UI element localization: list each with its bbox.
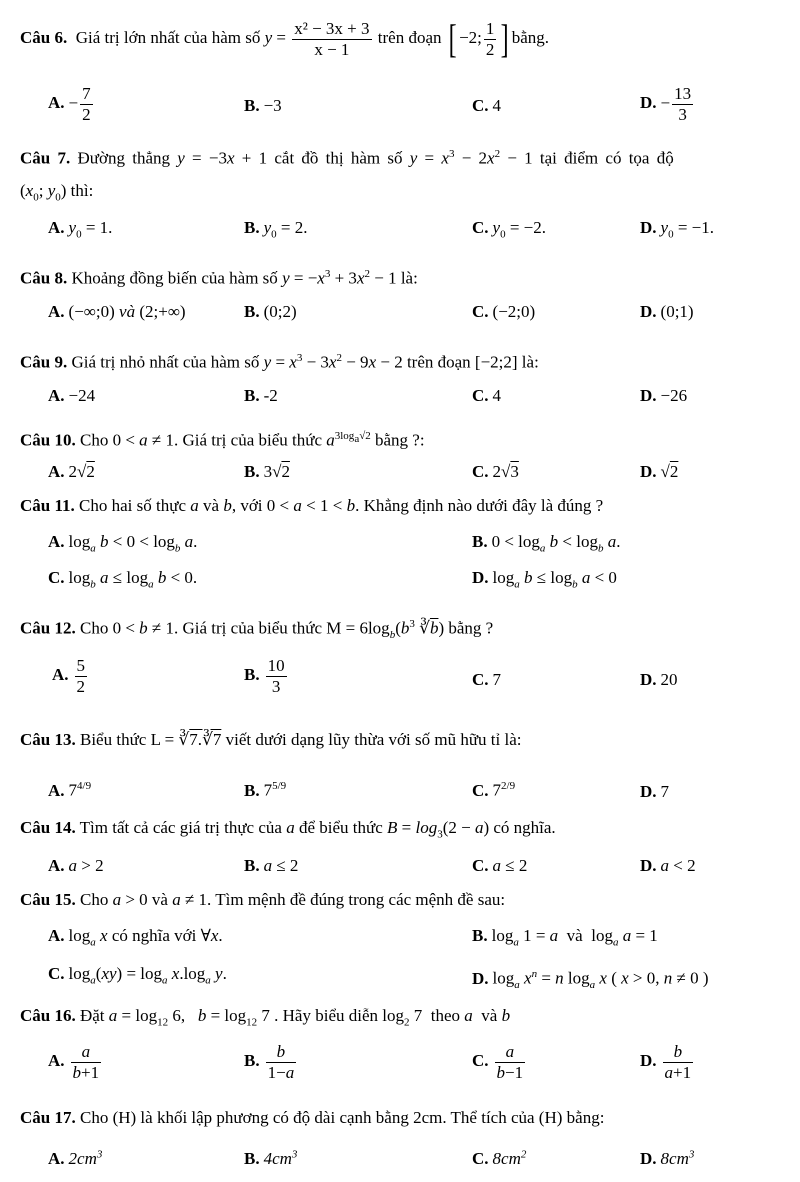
question-14 bbox=[20, 816, 792, 875]
option-a: A. 2√2 bbox=[48, 462, 95, 481]
option-a: A. (−∞;0) và (2;+∞) bbox=[48, 302, 186, 321]
option-d: D. − $\frac{13}{3}$ bbox=[640, 84, 692, 124]
option-b: B. −3 bbox=[244, 96, 282, 115]
option-c: C. a ≤ 2 bbox=[472, 856, 528, 875]
option-d: D. a < 2 bbox=[640, 856, 696, 875]
question-stem: Câu 13. Biểu thức L = ∛7.∛7 viết dưới dạng lũy thừa với số mũ hữu tỉ là: bbox=[20, 730, 522, 749]
question-9 bbox=[20, 346, 792, 405]
question-stem: Câu 6. Giá trị lớn nhất của hàm số y = $\frac{\text{x² − 3x + 3}}{x - 1}$ trên đoạn [ −2; $\frac{1}{2}$ ] bằng. bbox=[20, 16, 550, 62]
question-13 bbox=[20, 728, 792, 801]
option-a: A. $\log_a x$ có nghĩa với ∀x. bbox=[48, 926, 223, 949]
option-a: A. $y_0 = 1$. bbox=[48, 218, 113, 241]
option-b: B. (0;2) bbox=[244, 302, 297, 321]
question-stem: Câu 12. Cho 0 < b ≠ 1. Giá trị của biểu thức $M = 6\log_b(b^3$ $∛\overline{b}$) bằng ? bbox=[20, 618, 494, 642]
option-d: D. $\frac{b}{a+1}$ bbox=[640, 1042, 692, 1082]
option-c: C. (−2;0) bbox=[472, 302, 536, 321]
question-stem: Câu 10. Cho 0 < a ≠ 1. Giá trị của biểu thức $a^{3log_a√2}$ bằng ?: bbox=[20, 430, 425, 450]
option-d: D. 7 bbox=[640, 782, 670, 801]
option-a: A. −24 bbox=[48, 386, 96, 405]
option-a: A. a > 2 bbox=[48, 856, 104, 875]
option-b: B. 3√2 bbox=[244, 462, 290, 481]
stem-text-after: bằng. bbox=[511, 28, 550, 47]
question-stem: Câu 15. Cho a > 0 và a ≠ 1. Tìm mệnh đề đúng trong các mệnh đề sau: bbox=[20, 890, 506, 909]
option-c: C. $y_0 = -2$. bbox=[472, 218, 547, 241]
option-b: B. $4cm^3$ bbox=[244, 1148, 298, 1168]
option-b: B. $0 < \log_a b < \log_b a$. bbox=[472, 532, 621, 555]
option-c: C. 2√3 bbox=[472, 462, 519, 481]
option-a: A. − $\frac{7}{2}$ bbox=[48, 84, 91, 124]
option-a: A. $7^{4/9}$ bbox=[48, 780, 92, 800]
option-d: D. √2 bbox=[640, 462, 679, 481]
question-stem: Câu 16. Đặt $a = \log_{12} 6$, $b = \log_{12} 7$ . Hãy biểu diễn $\log_2 7$ theo a và b bbox=[20, 1006, 511, 1029]
option-c: C. $\log_b a \le \log_a b < 0$. bbox=[48, 568, 198, 591]
question-17 bbox=[20, 1106, 792, 1168]
option-d: D. $\log_a b \le \log_b a < 0$ bbox=[472, 568, 617, 591]
question-label: Câu 6. bbox=[20, 28, 68, 47]
function-fraction bbox=[292, 19, 371, 60]
option-c: C. $\frac{a}{b-1}$ bbox=[472, 1042, 524, 1082]
option-a: A. $2cm^3$ bbox=[48, 1148, 103, 1168]
question-stem: Câu 9. Giá trị nhỏ nhất của hàm số $y = x^3 - 3x^2 - 9x - 2$ trên đoạn [−2;2] là: bbox=[20, 352, 539, 372]
option-c: C. 4 bbox=[472, 386, 502, 405]
option-d: D. (0;1) bbox=[640, 302, 694, 321]
question-stem: Câu 14. Tìm tất cả các giá trị thực của a để biểu thức $B = \log_3(2 - a)$ có nghĩa. bbox=[20, 818, 556, 841]
option-a: A. $\frac{5}{2}$ bbox=[52, 656, 86, 696]
question-stem: Câu 7. Đường thẳng y = −3x + 1 cắt đồ thị hàm số $y = x^3 - 2x^2 - 1$ tại điểm có tọa độ bbox=[20, 148, 674, 168]
question-6 bbox=[20, 16, 792, 124]
question-stem: Câu 11. Cho hai số thực a và b, với 0 < a < 1 < b. Khẳng định nào dưới đây là đúng ? bbox=[20, 496, 604, 515]
stem-text-mid: trên đoạn bbox=[377, 28, 442, 47]
option-b: B. $y_0 = 2$. bbox=[244, 218, 308, 241]
option-d: D. $8cm^3$ bbox=[640, 1148, 695, 1168]
option-b: B. $7^{5/9}$ bbox=[244, 780, 287, 800]
option-b: B. $\frac{10}{3}$ bbox=[244, 656, 285, 696]
option-c: C. $8cm^2$ bbox=[472, 1148, 527, 1168]
fraction-numerator: x² − 3x + 3 bbox=[294, 18, 370, 38]
option-c: C. 7 bbox=[472, 670, 502, 689]
option-b: B. $\log_a 1 = a$ và $\log_a a = 1$ bbox=[472, 926, 658, 949]
option-b: B. $\frac{b}{1-a}$ bbox=[244, 1042, 295, 1082]
option-d: D. 20 bbox=[640, 670, 678, 689]
question-8 bbox=[20, 262, 792, 321]
question-10 bbox=[20, 424, 792, 481]
question-7: Câu 7. Đường thẳng y = −3x + 1 cắt đồ thị hàm số $y = x^3 - 2x^2 - 1$ tại điểm có tọa độ ($x_0$; $y_0$) thì: A. $y_0 = 1$. B. $y_0 = 2$. C. $y_0 = -2$. D. $y_0 = -1$. bbox=[20, 142, 792, 209]
option-d: D. $y_0 = -1$. bbox=[640, 218, 715, 241]
question-12 bbox=[20, 612, 792, 696]
stem-text: Giá trị lớn nhất của hàm số bbox=[75, 28, 261, 47]
question-stem: Câu 8. Khoảng đồng biến của hàm số $y = -x^3 + 3x^2 - 1$ là: bbox=[20, 268, 418, 288]
option-c: C. 4 bbox=[472, 96, 502, 115]
question-16 bbox=[20, 1004, 792, 1082]
question-stem: Câu 17. Cho (H) là khối lập phương có độ dài cạnh bằng 2cm. Thể tích của (H) bằng: bbox=[20, 1108, 605, 1127]
fraction-denominator: x − 1 bbox=[314, 39, 350, 59]
option-b: B. -2 bbox=[244, 386, 278, 405]
option-c: C. $\log_a(xy) = \log_a x.\log_a$ y. bbox=[48, 964, 227, 987]
option-d: D. −26 bbox=[640, 386, 688, 405]
option-a: A. $\log_a b < 0 < \log_b a$. bbox=[48, 532, 198, 555]
option-a: A. $\frac{a}{b+1}$ bbox=[48, 1042, 100, 1082]
question-15 bbox=[20, 888, 792, 992]
option-c: C. $7^{2/9}$ bbox=[472, 780, 516, 800]
option-d: D. $\log_a x^n = n$ $\log_a x$ ( x > 0, n ≠ 0 ) bbox=[472, 968, 709, 992]
question-11 bbox=[20, 494, 792, 591]
option-b: B. a ≤ 2 bbox=[244, 856, 299, 875]
